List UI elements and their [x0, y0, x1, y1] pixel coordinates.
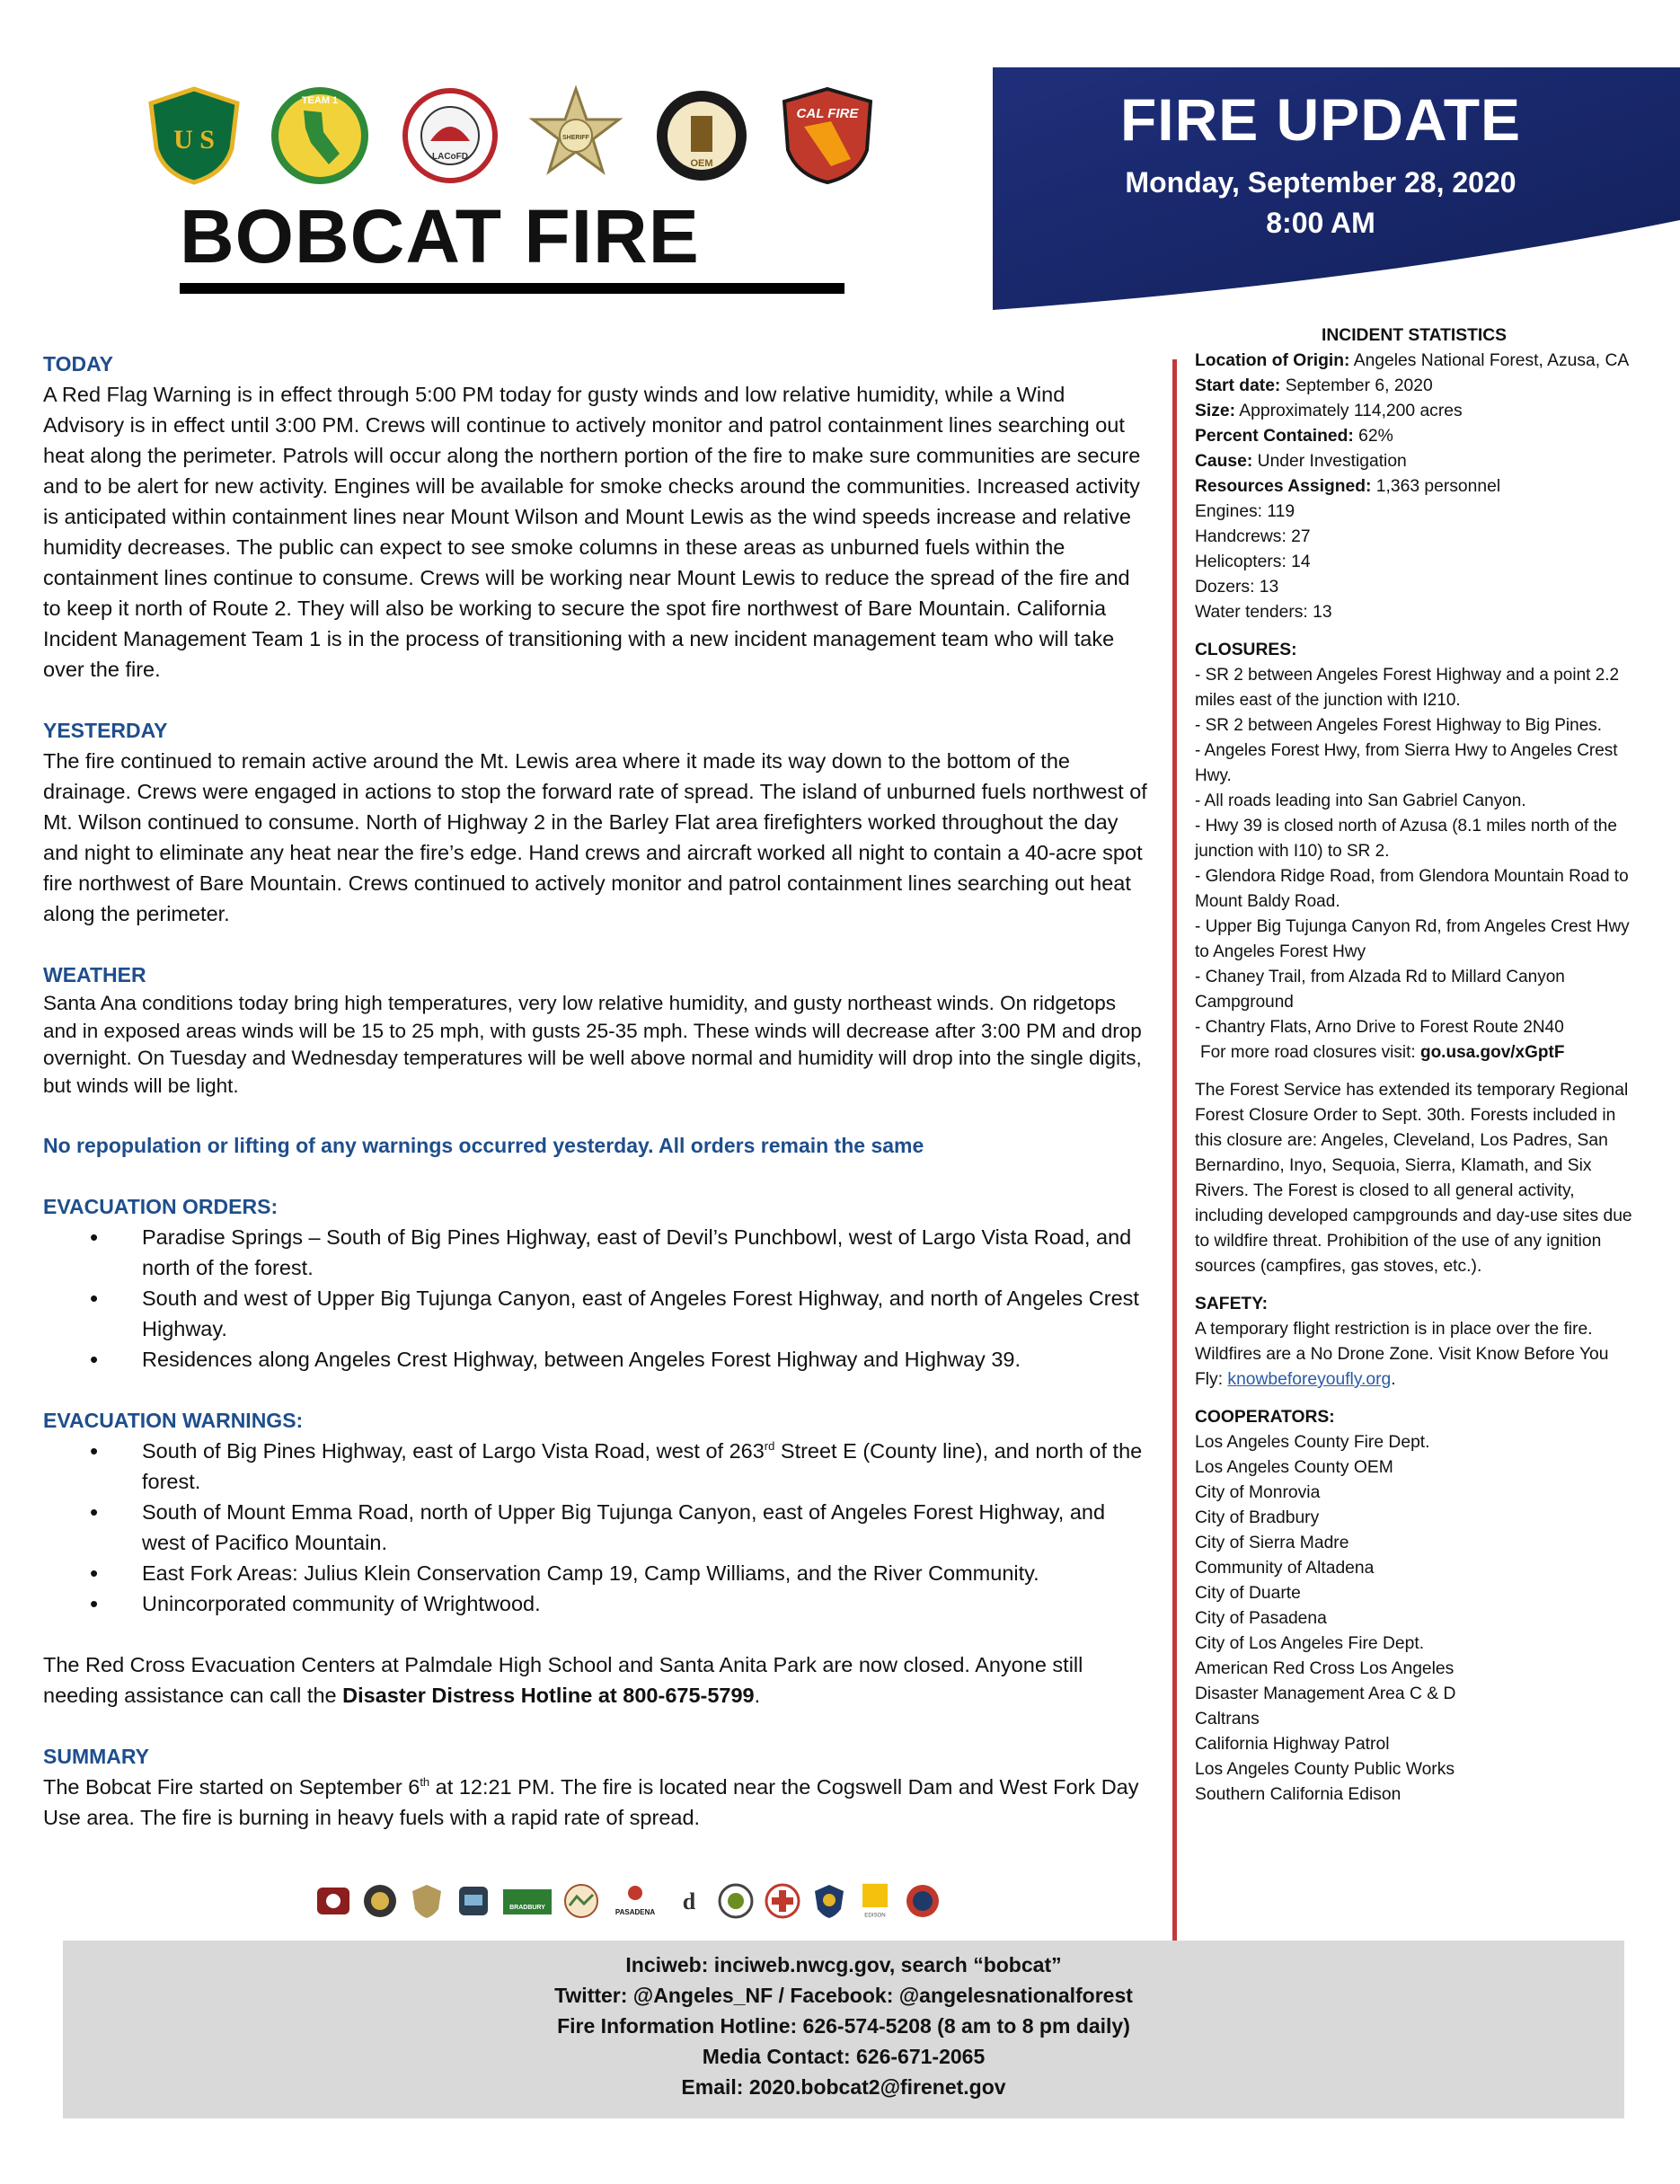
safety-heading: SAFETY: — [1195, 1295, 1269, 1313]
closure-item: - SR 2 between Angeles Forest Highway and a point 2.2 miles east of the junction with I210. — [1195, 666, 1620, 710]
cooperator-logo-11 — [810, 1882, 848, 1920]
stat-row: Cause: Under Investigation — [1195, 452, 1407, 471]
closure-item: - Chantry Flats, Arno Drive to Forest Route 2N40 — [1195, 1018, 1564, 1037]
closure-item: - SR 2 between Angeles Forest Highway to Big Pines. — [1195, 716, 1603, 735]
cooperator-logo-9 — [717, 1882, 755, 1920]
cooperator-item: California Highway Patrol — [1195, 1735, 1390, 1754]
cooperator-item: Los Angeles County Public Works — [1195, 1760, 1455, 1779]
banner-date: Monday, September 28, 2020 — [1125, 166, 1516, 199]
summary-heading: SUMMARY — [43, 1745, 149, 1768]
repopulation-notice: No repopulation or lifting of any warnings occurred yesterday. All orders remain the same — [43, 1134, 924, 1157]
forest-closure-text: The Forest Service has extended its temporary Regional Forest Closure Order to Sept. 30th. Forests included in this closure are: Angeles, Cleveland, Los Padres, San Bernardino, Inyo, Sequoia, Sierra, Klamath, and Six Rivers. The Forest is closed to all general activity, including developed campgrounds and day-use sites due to wildfire threat. Prohibition of the use of any ignition sources (campfires, gas stoves, etc.). — [1195, 1081, 1632, 1276]
more-closures: For more road closures visit: go.usa.gov/xGptF — [1200, 1043, 1565, 1062]
resource-row: Water tenders: 13 — [1195, 603, 1332, 622]
banner-time: 8:00 AM — [1266, 207, 1375, 239]
bradbury-logo — [501, 1882, 553, 1920]
cooperator-item: City of Los Angeles Fire Dept. — [1195, 1634, 1425, 1653]
title-underline — [180, 283, 844, 294]
footer-contact — [63, 1950, 1624, 2102]
stat-row: Location of Origin: Angeles National Forest, Azusa, CA — [1195, 351, 1630, 370]
cooperator-logo-3 — [408, 1882, 446, 1920]
list-item: • South of Mount Emma Road, north of Upper Big Tujunga Canyon, east of Angeles Forest Highway, and west of Pacifico Mountain. — [43, 1497, 1148, 1558]
resource-row: Dozers: 13 — [1195, 578, 1279, 597]
today-heading: TODAY — [43, 352, 113, 376]
cal-fire-logo — [777, 85, 878, 186]
svg-text:U S: U S — [173, 125, 215, 155]
stats-heading: INCIDENT STATISTICS — [1321, 326, 1508, 345]
cooperator-item: Southern California Edison — [1195, 1785, 1401, 1804]
column-divider — [1172, 359, 1177, 1945]
svg-text:d: d — [682, 1888, 696, 1914]
cooperator-item: Disaster Management Area C & D — [1195, 1684, 1456, 1703]
cooperator-item: City of Monrovia — [1195, 1483, 1321, 1502]
stat-row: Size: Approximately 114,200 acres — [1195, 402, 1463, 420]
footer-hotline: Fire Information Hotline: 626-574-5208 (8 am to 8 pm daily) — [557, 2014, 1130, 2038]
closure-item: - Chaney Trail, from Alzada Rd to Millard Canyon Campground — [1195, 968, 1565, 1012]
sidebar — [1195, 323, 1633, 1808]
cooperator-item: Community of Altadena — [1195, 1559, 1375, 1578]
closure-item: - Glendora Ridge Road, from Glendora Mountain Road to Mount Baldy Road. — [1195, 867, 1629, 911]
safety-text: A temporary flight restriction is in place over the fire. Wildfires are a No Drone Zone. Visit Know Before You Fly: knowbeforeyoufly.org. — [1195, 1320, 1609, 1389]
la-oem-logo — [651, 85, 752, 186]
closure-item: - Upper Big Tujunga Canyon Rd, from Angeles Crest Hwy to Angeles Forest Hwy — [1195, 917, 1630, 961]
svg-text:CAL FIRE: CAL FIRE — [796, 106, 859, 121]
la-county-fire-logo — [400, 85, 500, 186]
cooperator-logo-2 — [361, 1882, 399, 1920]
svg-text:OEM: OEM — [690, 158, 713, 169]
main-column — [43, 349, 1148, 1833]
forest-service-logo — [144, 85, 244, 186]
list-item: • South of Big Pines Highway, east of Largo Vista Road, west of 263rd Street E (County line), and north of the forest. — [43, 1436, 1148, 1497]
closure-item: - All roads leading into San Gabriel Canyon. — [1195, 791, 1526, 810]
svg-text:BRADBURY: BRADBURY — [509, 1905, 545, 1911]
banner-title: FIRE UPDATE — [1119, 86, 1522, 153]
svg-text:EDISON: EDISON — [864, 1912, 886, 1919]
svg-text:TEAM 1: TEAM 1 — [301, 95, 339, 106]
resource-row: Helicopters: 14 — [1195, 553, 1311, 571]
yesterday-body: The fire continued to remain active around the Mt. Lewis area where it made its way down to the bottom of the drainage. Crews were engaged in actions to stop the forward rate of spread. The island of unburned fuels northwest of Mt. Wilson continued to consume. North of Highway 2 in the Barley Flat area firefighters worked throughout the day and night to eliminate any heat near the fire’s edge. Hand crews and aircraft worked all night to contain a 40-acre spot fire northwest of Bare Mountain. Crews continued to actively monitor and patrol containment lines searching out heat along the perimeter. — [43, 749, 1147, 925]
list-item: • East Fork Areas: Julius Klein Conservation Camp 19, Camp Williams, and the River Community. — [43, 1558, 1148, 1588]
stat-row: Percent Contained: 62% — [1195, 427, 1393, 446]
svg-text:LACoFD: LACoFD — [432, 152, 468, 162]
today-body: A Red Flag Warning is in effect through 5:00 PM today for gusty winds and low relative humidity, while a Wind Advisory is in effect until 3:00 PM. Crews will continue to actively monitor and patrol containment lines searching out heat along the perimeter. Patrols will occur along the northern portion of the fire to make sure communities are secure and to be alert for new activity. Engines will be available for smoke checks around the communities. Increased activity is anticipated within containment lines near Mount Wilson and Mount Lewis as the wind speeds increase and relative humidity decreases. The public can expect to see smoke columns in these areas as unburned fuels within the containment lines continue to consume. Crews will be working near Mount Lewis to reduce the spread of the fire and to keep it north of Route 2. They will also be working to secure the spot fire northwest of Bare Mountain. California Incident Management Team 1 is in the process of transitioning with a new incident management team who will take over the fire. — [43, 383, 1141, 681]
stat-row: Resources Assigned: 1,363 personnel — [1195, 477, 1501, 496]
document-title: BOBCAT FIRE — [180, 194, 700, 279]
cooperator-logo-13 — [904, 1882, 942, 1920]
resource-row: Engines: 119 — [1195, 502, 1295, 521]
closures-link[interactable]: go.usa.gov/xGptF — [1419, 1043, 1565, 1062]
hotline-number: Disaster Distress Hotline at 800-675-5799 — [342, 1684, 755, 1707]
cooperator-item: Los Angeles County OEM — [1195, 1458, 1393, 1477]
evacuation-orders-heading: EVACUATION ORDERS: — [43, 1195, 279, 1218]
cooperator-item: Los Angeles County Fire Dept. — [1195, 1433, 1430, 1452]
footer-email: Email: 2020.bobcat2@firenet.gov — [681, 2075, 1006, 2099]
cooperator-item: City of Duarte — [1195, 1584, 1301, 1603]
cooperator-item: City of Sierra Madre — [1195, 1534, 1349, 1552]
resource-row: Handcrews: 27 — [1195, 527, 1311, 546]
red-cross-logo — [764, 1882, 801, 1920]
cooperator-item: Caltrans — [1195, 1710, 1260, 1729]
edison-logo — [853, 1882, 897, 1920]
closure-item: - Angeles Forest Hwy, from Sierra Hwy to Angeles Crest Hwy. — [1195, 741, 1618, 785]
evacuation-orders-list — [43, 1222, 1148, 1375]
weather-body: Santa Ana conditions today bring high temperatures, very low relative humidity, and gusty northeast winds. On ridgetops and in exposed areas winds will be 15 to 25 mph, with gusts 25-35 mph. These winds will decrease after 3:00 PM and drop overnight. On Tuesday and Wednesday temperatures will be well above normal and humidity will drop into the single digits, but winds will be light. — [43, 992, 1142, 1097]
cooperator-item: American Red Cross Los Angeles — [1195, 1659, 1455, 1678]
list-item: • Paradise Springs – South of Big Pines Highway, east of Devil’s Punchbowl, west of Largo Vista Road, and north of the forest. — [43, 1222, 1148, 1283]
sheriff-star-logo — [526, 85, 626, 186]
yesterday-heading: YESTERDAY — [43, 719, 168, 742]
stat-row: Start date: September 6, 2020 — [1195, 376, 1433, 395]
list-item: • South and west of Upper Big Tujunga Canyon, east of Angeles Forest Highway, and north of Angeles Crest Highway. — [43, 1283, 1148, 1344]
cooperator-item: City of Bradbury — [1195, 1508, 1320, 1527]
list-item: • Residences along Angeles Crest Highway, between Angeles Forest Highway and Highway 39. — [43, 1344, 1148, 1375]
svg-text:SHERIFF: SHERIFF — [562, 135, 589, 141]
closures-heading: CLOSURES: — [1195, 641, 1297, 659]
red-cross-text: The Red Cross Evacuation Centers at Palmdale High School and Santa Anita Park are now closed. Anyone still needing assistance can call the Disaster Distress Hotline at 800-675-5799. — [43, 1653, 1083, 1707]
weather-heading: WEATHER — [43, 963, 146, 986]
footer-social: Twitter: @Angeles_NF / Facebook: @angelesnationalforest — [554, 1984, 1133, 2007]
cooperators-heading: COOPERATORS: — [1195, 1408, 1335, 1427]
evacuation-warnings-heading: EVACUATION WARNINGS: — [43, 1409, 304, 1432]
footer-media: Media Contact: 626-671-2065 — [702, 2045, 986, 2068]
cooperator-logo-4 — [455, 1882, 492, 1920]
cooperator-logo-6 — [562, 1882, 600, 1920]
team1-logo — [270, 85, 370, 186]
knowbeforeyoufly-link[interactable]: knowbeforeyoufly.org — [1227, 1370, 1392, 1389]
cooperator-item: City of Pasadena — [1195, 1609, 1327, 1628]
summary-body: The Bobcat Fire started on September 6th at 12:21 PM. The fire is located near the Cogswell Dam and West Fork Day Use area. The fire is burning in heavy fuels with a rapid rate of spread. — [43, 1775, 1139, 1829]
footer-inciweb: Inciweb: inciweb.nwcg.gov, search “bobcat” — [625, 1953, 1062, 1976]
list-item: • Unincorporated community of Wrightwood. — [43, 1588, 1148, 1619]
closure-item: - Hwy 39 is closed north of Azusa (8.1 miles north of the junction with I10) to SR 2. — [1195, 817, 1617, 861]
cooperator-logo-1 — [314, 1882, 352, 1920]
evacuation-warnings-list — [43, 1436, 1148, 1619]
svg-text:PASADENA: PASADENA — [615, 1908, 656, 1916]
pasadena-logo — [609, 1882, 661, 1920]
cooperator-logo-8 — [670, 1882, 708, 1920]
agency-logos — [144, 85, 862, 202]
cooperator-logos — [314, 1882, 907, 1927]
